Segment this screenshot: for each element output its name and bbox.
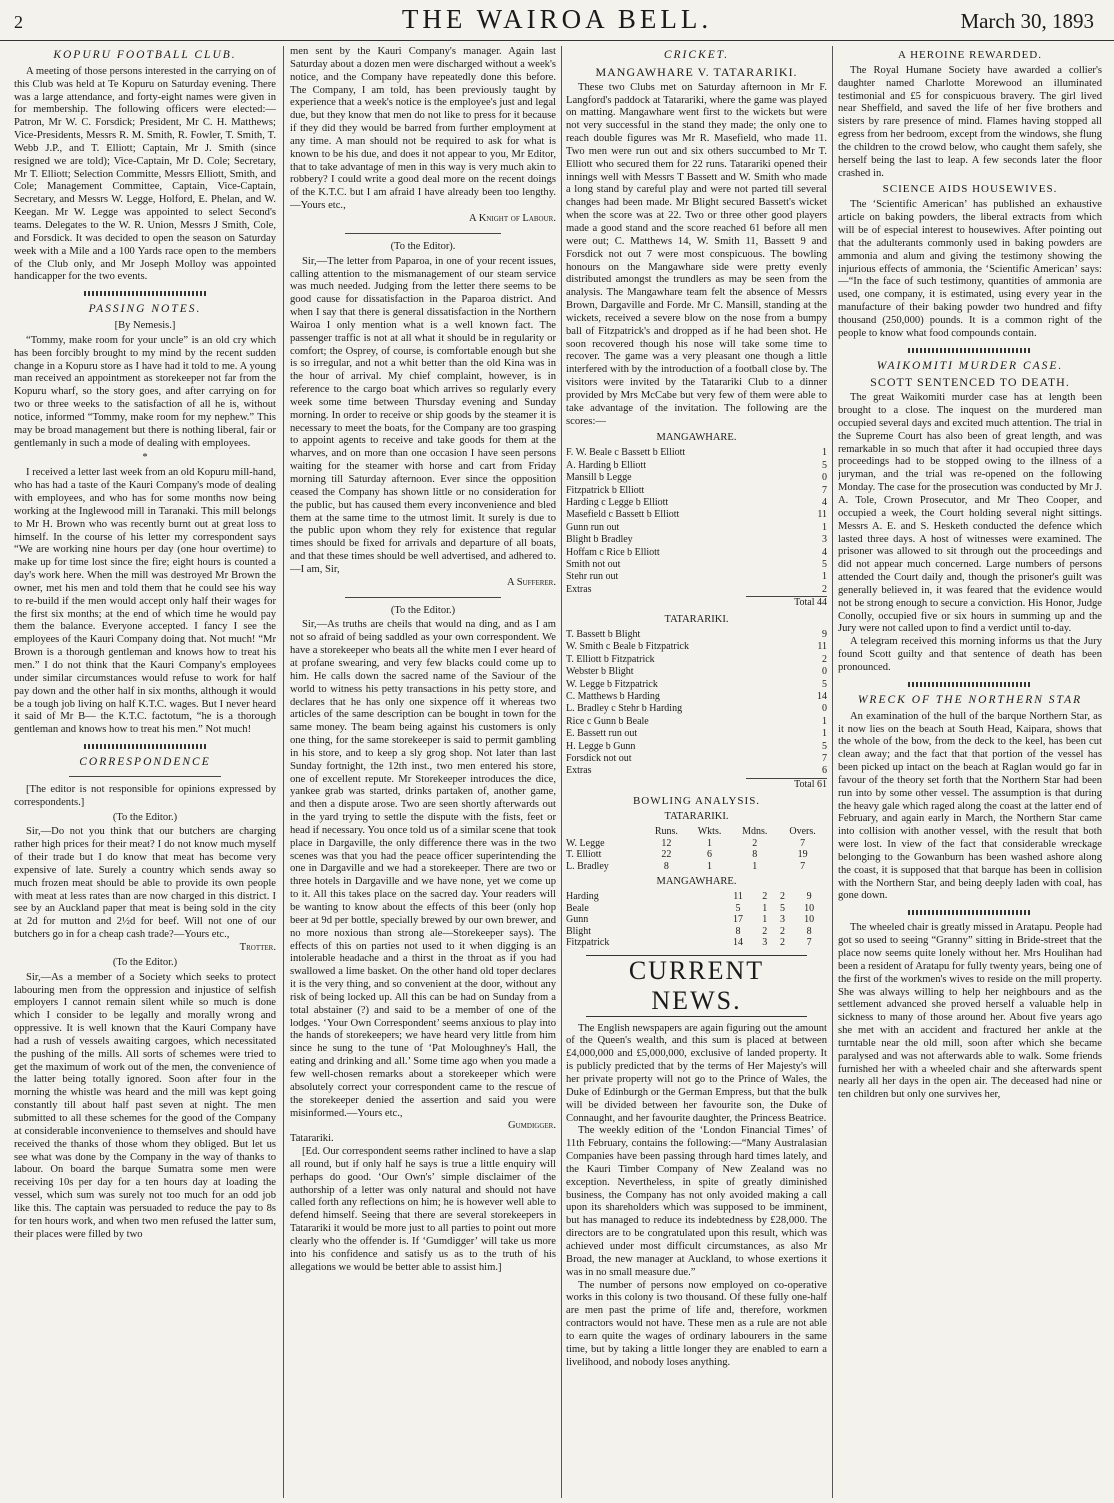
column-2 [290, 46, 556, 1498]
batsman-name: F. W. Beale c Bassett b Elliott [566, 447, 686, 459]
bowling-row [566, 838, 827, 850]
bowling-cell: 5 [735, 902, 741, 914]
bowling-cell: 5 [779, 902, 785, 914]
letter-heading: (To the Editor.) [390, 604, 456, 616]
article-heading: WRECK OF THE NORTHERN STAR [857, 693, 1083, 706]
bowling-cell: 2 [779, 937, 785, 949]
letter-signature: Trotter. [239, 942, 276, 953]
batsman-runs: 0 [822, 703, 827, 715]
letter-body: Sir,—Do not you think that our butchers are charging rather high prices for their meat? I do not know much myself of their trade but I do know that meat has become very expensive of late. Surely a country which sends away so much frozen meat should be able to provide its own people with meat at less rates than are now charged in this district. I see by an Auckland paper that meat is being sold in the city at 2d for mutton and 2½d for beef. Will not one of our butchers go in for a cheap cash trade?—Yours etc., [14, 826, 276, 941]
score-row [566, 522, 827, 534]
batsman-runs: 5 [822, 558, 827, 570]
bowling-cell: 17 [733, 914, 743, 926]
letter-place: Tatarariki. [290, 1133, 334, 1145]
bowling-cell: T. Elliott [566, 849, 602, 861]
bowling-table-tatarariki [566, 826, 827, 872]
bowling-cell: 22 [661, 849, 672, 861]
bowling-cell: Runs. [654, 826, 678, 838]
batsman-runs: 5 [822, 678, 827, 690]
batsman-name: Smith not out [566, 558, 621, 570]
article-body: These two Clubs met on Saturday afternoon in Mr F. Langford's paddock at Tatarariki, where the game was played on matting. Mangawhare went first to the wickets but were not very successful in the stand they made; the only one to reach double figures was Mr R. Masefield, who made 11. Two men were run out and six others succumbed to Mr T. Elliott who secured them for 22 runs. Tatarariki opened their innings well with Messrs T Bassett and W. Smith who made a long stand by careful play and were not parted till several changes had been made. Mr Blight secured Bassett's wicket when the score was at 22. Two or three other good players made a good stand and the score reached 61 before all men were out; C. Matthews 14, W. Smith 11, Bassett 9 and Forsdick not out 7 were most conspicuous. The bowling honours on the Mangawhare side were pretty evenly distributed amongst the trundlers as may be seen from the analysis. The Mangawhare team felt the absence of Messrs Brown, Dargaville and Forde. Mr C. Mansill, standing at the wickets, received a severe blow on the nose from a bumpy ball of Fitzpatrick's and dropped as if he had been shot. He soon recovered though his nose will take some time to recover. The game was a very pleasant one though a little interfered with by the introduction of a football close by. The visitors were invited by the Tatarariki Club to a dinner provided by Mrs McCabe but very few of them were able to take advantage of the invitation. The following are the scores:— [566, 81, 827, 427]
score-row [566, 654, 827, 666]
batsman-runs: 6 [822, 765, 827, 777]
bowling-cell: 1 [707, 837, 713, 849]
batsman-name: Hoffam c Rice b Elliott [566, 546, 660, 558]
bowling-row [566, 914, 827, 926]
batsman-name: Webster b Blight [566, 666, 634, 678]
team-total: Total 61 [746, 778, 827, 792]
letter-signature: A Knight of Labour. [468, 212, 556, 224]
article-heading: KOPURU FOOTBALL CLUB. [53, 49, 237, 61]
news-item: The weekly edition of the ‘London Financial Times’ of 11th February, contains the following:—“Many Australasian Companies have been passing through hard times lately, and the Kauri Timber Company of New Zealand was no exception. Nevertheless, in spite of greatly diminished business, the Company has not only avoided making a call upon its shareholders which was supposed to be imminent, but has managed to reduce its indebtedness by £28,000. The directors are to be congratulated upon this result, which was achieved under most difficult circumstances, as also Mr Broad, the new manager at Auckland, to whose exertions it was in no small measure due.” [566, 1125, 827, 1278]
section-divider [345, 597, 501, 598]
bowling-row [566, 891, 827, 903]
section-divider [908, 348, 1032, 353]
batsman-runs: 0 [822, 472, 827, 484]
article-body: A meeting of those persons interested in the carrying on of this Club was held at Te Kopuru on Saturday evening. There was a large attendance, and forty-eight names were given in for membership. The following officers were elected:—Patron, Mr W. C. Forsdick; President, Mr C. H. Matthews; Vice-Presidents, Messrs R. M. Smith, R. Fowler, T. Smith, T. Webb J.P., and T. Elliott; Captain, Mr J. Smith (since resigned we are told); Vice-Captain, Mr D. Cole; Secretary, Mr T. Elliott; Selection Committe, Messrs Elliott, Smith, and Cole; Management Committee, Captain, Vice-Captain, Secretary, and Messrs W. Legge, Holford, E. Phelan, and W. Keegan. Mr W. Legge was appointed to select Second's teams. Delegates to the W. R. Union, Messrs J Smith, Cole, and Forsdick. It was decided to open the season on Saturday week with a Mile and a 100 Yards race open to the members of the Club only, and Mr Joseph Molloy was appointed handicapper for the two events. [14, 65, 276, 283]
issue-date: March 30, 1893 [960, 9, 1094, 33]
batsman-name: Blight b Bradley [566, 534, 633, 546]
bowling-cell: 14 [733, 937, 743, 949]
bowling-cell: Wkts. [697, 826, 722, 838]
bowling-cell: 2 [752, 837, 758, 849]
batsman-runs: 5 [822, 740, 827, 752]
article-body: The Royal Humane Society have awarded a collier's daughter named Charlotte Morewood an illuminated testimonial and £5 for conspicuous bravery. The girl lived near Sheffield, and saved the life of her five brothers and sisters by rare presence of mind. Flames having stopped all egress from her bedroom, except from the windows, she flung the children to the crowd below, who caught them safely, she herself being the last to leap. A few seconds later the floor crashed in. [838, 64, 1102, 179]
batsman-name: Rice c Gunn b Beale [566, 715, 649, 727]
batsman-runs: 11 [817, 641, 827, 653]
batsman-name: L. Bradley c Stehr b Harding [566, 703, 683, 715]
bowling-cell: W. Legge [566, 837, 605, 849]
batsman-runs: 5 [822, 459, 827, 471]
bowling-cell: 1 [707, 860, 713, 872]
batsman-name: E. Bassett run out [566, 728, 638, 740]
batsman-runs: 1 [822, 447, 827, 459]
team-total: Total 44 [746, 596, 827, 610]
bowling-row [566, 903, 827, 915]
score-row [566, 666, 827, 678]
section-divider [84, 744, 206, 749]
byline: [By Nemesis.] [114, 320, 176, 332]
bowling-cell: 7 [800, 837, 806, 849]
batsman-name: W. Smith c Beale b Fitzpatrick [566, 641, 689, 653]
article-body: I received a letter last week from an old Kopuru mill-hand, who has had a taste of the Kauri Company's mode of dealing with employees, and who has for some months now being working at the Inglewood mill in Taranaki. This mill belongs to Mr H. Brown who was recently burnt out at great loss to himself. In the course of his letter my correspondent says “We are working nine hours per day (one hour overtime) to make up for time lost since the fire; eight hours is counted a day's work here. When the mill was destroyed Mr Brown the owner, met his men and told them that he could see his way to re-build if the men would accept only half their wages for the first six months; at the end of which time he would pay them the balance. Everyone accepted. I fancy I see the employees of the Kauri Company doing that. Not much! “Mr Brown is a thorough gentleman and knows how to treat his men.” I do not think that the Kauri Company's employees under similar circumstances would refuse to work for half pay down and the other half in six months, although it would be a tough job living on half K.T.C. wages. But I never heard it said of Mr B— the K.T.C. factotum, “he is a thorough gentleman and knows how to treat his men.” Not much! [14, 467, 276, 736]
batsman-runs: 1 [822, 571, 827, 583]
current-news-heading: CURRENT NEWS. [586, 955, 807, 1017]
score-row [566, 559, 827, 571]
column-3 [566, 46, 827, 1498]
team-label: MANGAWHARE. [656, 876, 737, 888]
newspaper-title: THE WAIROA BELL. [401, 4, 713, 34]
bowling-row [566, 937, 827, 949]
bowling-row [566, 861, 827, 873]
article-body: The wheeled chair is greatly missed in Aratapu. People had got so used to seeing “Granny” sitting in Bride-street that the place now seems quite lonely without her. Mrs Houlihan had been a resident of Aratapu for fully twenty years, being one of the first of the workmen's wives to reside on the mill property. She was always willing to help her neighbours and as the settlement advanced she proved herself a valuable help in sickness to many of those around her. About five years ago she met with an accident and fractured her ankle at the turntable near the old mill, soon after which she became paralysed and was not afterwards able to walk. Some friends furnished her with a wheeled chair and she afterwards spent nearly all her days in the open air. The deceased had nine or ten children but only one survives her, [838, 922, 1102, 1101]
bowling-cell: 2 [779, 925, 785, 937]
article-body: The great Waikomiti murder case has at length been brought to a close. The inquest on the murdered man occupied several days and excited much attention. The trial in the Supreme Court has also been of great length, and was remarkable in so much that after it had occupied three days proceedings had to be stopped owing to the illness of a juryman, and the trial was re-opened on the following Monday. The case for the prosecution was conducted by Mr J. A. Tole, Crown Prosecutor, and Mr Theo Cooper, and occupied a week, the Court holding several night sittings. Messrs A. E. and S. Hesketh conducted the defence which lasted three days. A host of witnesses were examined. The prisoner was allowed to sit through out the proceedings and did not appear much concerned. Large numbers of persons attended the Court daily and, though the prisoner's guilt was generally believed in, it was feared that the evidence would not be strong enough to secure a conviction. His Honor, Judge Conolly, occupied five or six hours in summing up and the Jury were not called upon to find a verdict until to-day. [838, 392, 1102, 635]
bowling-cell: 6 [707, 849, 713, 861]
article-heading: PASSING NOTES. [88, 303, 202, 316]
section-divider [908, 910, 1032, 915]
bowling-cell: Blight [566, 925, 592, 937]
bowling-table-mangawhare [566, 891, 827, 949]
bowling-cell [566, 826, 645, 838]
bowling-cell: 10 [804, 914, 815, 926]
bowling-cell: 8 [735, 925, 741, 937]
section-divider [345, 233, 501, 234]
section-heading: CRICKET. [663, 49, 730, 61]
letter-signature: A Sufferer. [507, 576, 556, 588]
bowling-cell: 1 [752, 860, 758, 872]
batsman-runs: 4 [822, 496, 827, 508]
score-row [566, 460, 827, 472]
bowling-heading: BOWLING ANALYSIS. [632, 794, 761, 807]
masthead [0, 0, 1114, 41]
separator-star: * [142, 452, 148, 464]
bowling-cell: 1 [762, 902, 768, 914]
score-row [566, 447, 827, 459]
bowling-row [566, 849, 827, 861]
scorecard-mangawhare [566, 447, 827, 596]
bowling-cell: 7 [800, 860, 806, 872]
batsman-name: T. Bassett b Blight [566, 628, 641, 640]
score-row [566, 703, 827, 715]
article-body: An examination of the hull of the barque Northern Star, as it now lies on the beach at South Head, Kaipara, shows that the whole of the bow, from the deck to the keel, has been cut clean away; and the fact that that portion of the vessel has been picked up intact on the beach at Raglan would go far in favour of the theory set forth that the Northern Star had been run into by some other vessel. The assumption is that during the heavy gale which raged along the coast at the latter end of February, and again early in March, the Northern Star came into collision with another vessel, with the result that both were lost. In view of the fact that considerable wreckage belonging to the Gowanburn has been washed ashore along the coast, it is supposed that that barque has been in collision with the Northern Star, and being deeply laden with coal, has gone down. [838, 710, 1102, 902]
score-row [566, 629, 827, 641]
column-divider [283, 46, 284, 1498]
batsman-runs: 1 [822, 521, 827, 533]
batsman-name: H. Legge b Gunn [566, 740, 636, 752]
batsman-name: T. Elliott b Fitzpatrick [566, 653, 655, 665]
team-label: MANGAWHARE. [656, 432, 737, 444]
column-4 [838, 46, 1102, 1498]
editor-note: [Ed. Our correspondent seems rather inclined to have a slap all round, but if only half he says is true a little enquiry will perhaps do good. ‘Our Own's’ simple disclaimer of the authorship of a letter was only natural and should not have called forth any reflections on him; he is however well able to defend himself. Seeing that there are several storekeepers in Tatarariki it would be more just to all parties to point out more clearly who the offender is. If ‘Gumdigger’ will take us more into his confidence and satisfy us as to the truth of his allegations we would be better able to assist him.] [290, 1146, 556, 1273]
letter-body: Sir,—The letter from Paparoa, in one of your recent issues, calling attention to the mismanagement of our steam service was much needed. Judging from the letter there seems to be good cause for dissatisfaction in the Paparoa district. And when I say that there is general dissatisfaction in the Northern Wairoa I only mention what is a well known fact. The passenger traffic is not at all what it should be in regularity or comfort; the Osprey, of course, is comfortable enough but she is so irregular, and not a whit better than the old Kina was in the hour of arrival. My chief complaint, however, is in reference to the cargo boat which arrives so regularly every week some time between Thursday evening and Sunday morning. In order to receive or ship goods by the steamer it is necessary to meet the boats, for the Company are too grasping to appoint agents to receive and take goods for them at the wharves, and on more than one occasion I have seen persons waiting for the steamer with horse and cart from Friday morning till Saturday afternoon. Ever since the opposition ceased the Company has shown little or no consideration for the public, but has caused them every inconvenience and bled them at the same time to the utmost limit. It surely is due to the public upon whom they rely for existence that regular times should be fixed for arrivals and departure of all boats, and that these times should be well advertised, and adhered to.—I am, Sir, [290, 255, 556, 575]
batsman-runs: 4 [822, 546, 827, 558]
page-number: 2 [14, 12, 23, 32]
bowling-cell: 9 [806, 891, 812, 903]
article-body: “Tommy, make room for your uncle” is an old cry which has been forcibly brought to my mind by the recent sudden change in a Kopuru store as I have had it told to me. A young man received an appointment as storekeeper not far from the Kopuru wharf, so the story goes, and after carrying on for two or three weeks to the satisfaction of all he is, without notice, informed “Tommy, make room for my nephew.” This may be broad management but there is nothing liberal, fair or gentlemanly in such a mode of dealing with employees. [14, 334, 276, 449]
bowling-cell: 19 [797, 849, 808, 861]
article-body: A telegram received this morning informs us that the Jury found Scott guilty and that sentence of death has been pronounced. [838, 636, 1102, 673]
score-row [566, 741, 827, 753]
batsman-name: A. Harding b Elliott [566, 459, 646, 471]
article-body: The ‘Scientific American’ has published an exhaustive article on baking powders, the liberal extracts from which will be of especial interest to housewives. After pointing out that the adulterants commonly used in baking powders are ammonia and alum and giving the testimony showing the injurious effects of ammonia, the ‘Scientific American’ says:—“In the face of such testimony, quantities of ammonia are used, one company, it is estimated, using every year in the manufacture of their baking powder two hundred and fifty thousand (250,000) pounds. It is a common right of the people to know what food compounds contain. [838, 199, 1102, 339]
score-row [566, 641, 827, 653]
batsman-runs: 2 [822, 583, 827, 595]
letter-heading: (To the Editor.) [112, 956, 178, 968]
article-heading: A HEROINE REWARDED. [898, 49, 1042, 61]
batsman-name: Gunn run out [566, 521, 620, 533]
batsman-runs: 9 [822, 628, 827, 640]
score-row [566, 753, 827, 765]
batsman-name: Stehr run out [566, 571, 619, 583]
score-row [566, 509, 827, 521]
score-row [566, 728, 827, 740]
bowling-cell: 11 [733, 891, 743, 903]
score-row [566, 765, 827, 777]
batsman-name: Extras [566, 765, 592, 777]
section-divider [69, 776, 221, 777]
bowling-cell: Beale [566, 902, 589, 914]
batsman-name: Mansill b Legge [566, 472, 632, 484]
score-row [566, 485, 827, 497]
batsman-runs: 2 [822, 653, 827, 665]
score-row [566, 584, 827, 596]
news-item: The English newspapers are again figuring out the amount of the Queen's wealth, and this sum is placed at between £4,000,000 and £5,000,000, exclusive of landed property. It is publicly predicted that by the terms of Her Majesty's will her private property will not go to the Prince of Wales, the Duke of Edinburgh or the German Empress, but that the bulk will be divided between her favourite son, the Duke of Connaught, and her favourite daughter, the Princess Beatrice. [566, 1022, 827, 1124]
bowling-cell: Overs. [789, 826, 816, 838]
bowling-row [566, 826, 827, 838]
batsman-runs: 3 [822, 534, 827, 546]
bowling-cell: 3 [762, 937, 768, 949]
letter-signature: Gumdigger. [507, 1120, 556, 1132]
bowling-cell: L. Bradley [566, 860, 609, 872]
score-row [566, 534, 827, 546]
section-divider [908, 682, 1032, 687]
score-row [566, 472, 827, 484]
team-label: TATARARIKI. [664, 614, 729, 626]
section-heading: CORRESPONDENCE [79, 756, 211, 769]
bowling-cell: 2 [762, 891, 768, 903]
letter-heading: (To the Editor). [390, 240, 456, 252]
batsman-name: C. Matthews b Harding [566, 690, 660, 702]
score-row [566, 571, 827, 583]
bowling-cell: 1 [762, 914, 768, 926]
editor-note: [The editor is not responsible for opinions expressed by correspondents.] [14, 783, 276, 808]
score-row [566, 547, 827, 559]
article-heading: WAIKOMITI MURDER CASE. [876, 359, 1064, 372]
score-row [566, 679, 827, 691]
article-subheading: SCOTT SENTENCED TO DEATH. [870, 375, 1070, 390]
article-heading: SCIENCE AIDS HOUSEWIVES. [882, 183, 1058, 196]
batsman-runs: 7 [822, 752, 827, 764]
batsman-runs: 1 [822, 715, 827, 727]
batsman-runs: 7 [822, 484, 827, 496]
batsman-runs: 0 [822, 666, 827, 678]
batsman-runs: 14 [817, 690, 827, 702]
bowling-cell: 8 [663, 860, 669, 872]
team-label: TATARARIKI. [664, 811, 729, 823]
letter-body: men sent by the Kauri Company's manager. Again last Saturday about a dozen men were discharged without a week's notice, and the Company have repeatedly done this before. The Company, I am told, has been previously taught by experience that a week's notice is the employee's just and legal due, but they know that men do not like to press for it because if they did they would be barred from further employment at any time. A man should not be required to ask for what is known to be his due, and does it not appear to you, Mr Editor, that to take advantage of men in this way is very much akin to robbery? I could write a good deal more on the recent doings of the K.T.C. but I am afraid I have already been too lengthy.—Yours etc., [290, 46, 556, 212]
bowling-row [566, 926, 827, 938]
batsman-name: Masefield c Bassett b Elliott [566, 509, 680, 521]
batsman-name: Harding c Legge b Elliott [566, 496, 669, 508]
column-divider [561, 46, 562, 1498]
bowling-cell: 3 [779, 914, 785, 926]
batsman-name: Forsdick not out [566, 752, 632, 764]
bowling-cell: 8 [752, 849, 758, 861]
bowling-cell: Gunn [566, 914, 589, 926]
news-item: The number of persons now employed on co-operative works in this colony is two thousand. Of these fully one-half are men past the prime of life and, therefore, workmen contractors would not have. These men as a rule are not able to earn quite the wages of ordinary labourers in the same time, but by taking a little longer they are enabled to earn a livelihood, and nobody loses anything. [566, 1279, 827, 1368]
section-divider [84, 291, 206, 296]
bowling-cell: Fitzpatrick [566, 937, 610, 949]
batsman-name: Fitzpatrick b Elliott [566, 484, 645, 496]
bowling-cell: 2 [779, 891, 785, 903]
bowling-cell: 7 [806, 937, 812, 949]
bowling-cell: 10 [804, 902, 815, 914]
batsman-runs: 11 [817, 509, 827, 521]
score-row [566, 497, 827, 509]
batsman-name: Extras [566, 583, 592, 595]
column-divider [832, 46, 833, 1498]
column-1 [14, 46, 276, 1498]
bowling-cell: 8 [806, 925, 812, 937]
match-heading: MANGAWHARE V. TATARARIKI. [595, 64, 798, 79]
score-row [566, 716, 827, 728]
bowling-cell: Mdns. [742, 826, 768, 838]
bowling-cell: Harding [566, 891, 599, 903]
batsman-runs: 1 [822, 728, 827, 740]
letter-body: Sir,—As a member of a Society which seeks to protect labouring men from the oppression and injustice of selfish employers I cannot remain silent while so much is done which I consider to be legally and morally wrong and oppressive. It is well known that the Kauri Company have had a rush of vessels awaiting cargoes, which necessitated the pushing of the mills. All sorts of schemes were tried to get the maximum of work out of the men, the convenience of the latter being totally ignored. Soon after four in the morning the whistle was heard and the mill was kept going constantly till about half past seven at night. The men submitted to all these schemes for the good of the Company at considerable inconvenience to themselves and should have received the thanks of those whom they obliged. But let us see what was done by the Company in the way of thanks to labour. On board the barque Sumatra some men were receiving 10s per day for a ten hours day at loading the vessel, which sum was surely not too much for an odd job like this. The captain was persuaded to reduce the pay to 8s for ten hours work, and when two men refused the latter sum, their places were filled by two [14, 971, 276, 1240]
letter-heading: (To the Editor.) [112, 811, 178, 823]
batsman-name: W. Legge b Fitzpatrick [566, 678, 658, 690]
bowling-cell: 2 [762, 925, 768, 937]
score-row [566, 691, 827, 703]
bowling-cell: 12 [661, 837, 672, 849]
scorecard-tatarariki [566, 629, 827, 778]
letter-body: Sir,—As truths are cheils that would na ding, and as I am not so afraid of being saddled as your own correspondent. We have a storekeeper who beats all the white men I ever heard of at profane swearing, and very few blacks could come up to him. He calls down the sacred name of the Saviour of the world to witness his petty transactions in his petty store, and declares that he has only one sixpence off it whereas two articles of the same description can be bought in town for the same money. The beam being against his customers is only one thing, for the same storekeeper is said to permit gambling in his store, and to keep a sly grog shop. Not later than last Sunday fortnight, the 12th inst., two men entered his store, one of excellent repute. Mr Storekeeper introduces the dice, yankee grab was started, drinks partaken of, another game, and then a dispute arose. Two are seen shortly afterwards out in the yard trying to settle the dispute with the fists, feet or head if necessary. You once told us of a similar scene that took place in Dargaville, the only difference there was in the two scenes was that you had the peace officer superintending the one in Dargaville and we had a storekeeper. There are two or three hotels in Dargaville and we have none, yet we come up to it. All this takes place on the sacred day. Your readers will be wanting to know about the effects of this beer (only hop beer at 9d per bottle, specially brewed by our own brewer, and no more noxious than strong ale—Storekeeper says). The effects of this on parties not used to it when digging is an intolerable headache and a thirst in the throat as if you had swallowed a lime basket. On the other hand old toper declares it is the very thing, and so convenient at the door, without any risk of being locked up. All this can be had on Sunday from a total abstainer (?) and said to be a member of one of the lodges. ‘Your Own Correspondent’ seems anxious to play into the hands of storekeepers; we have heard very little from him since he sung to the tune of ‘Pat Moloughney's Hall, the eating and drinking and all.’ Some time ago when you made a few well-chosen remarks about a storekeeper which were absolutely correct your correspondent came to the rescue of the storekeeper denied the assertion and said you were misinformed.—Yours etc., [290, 619, 556, 1119]
